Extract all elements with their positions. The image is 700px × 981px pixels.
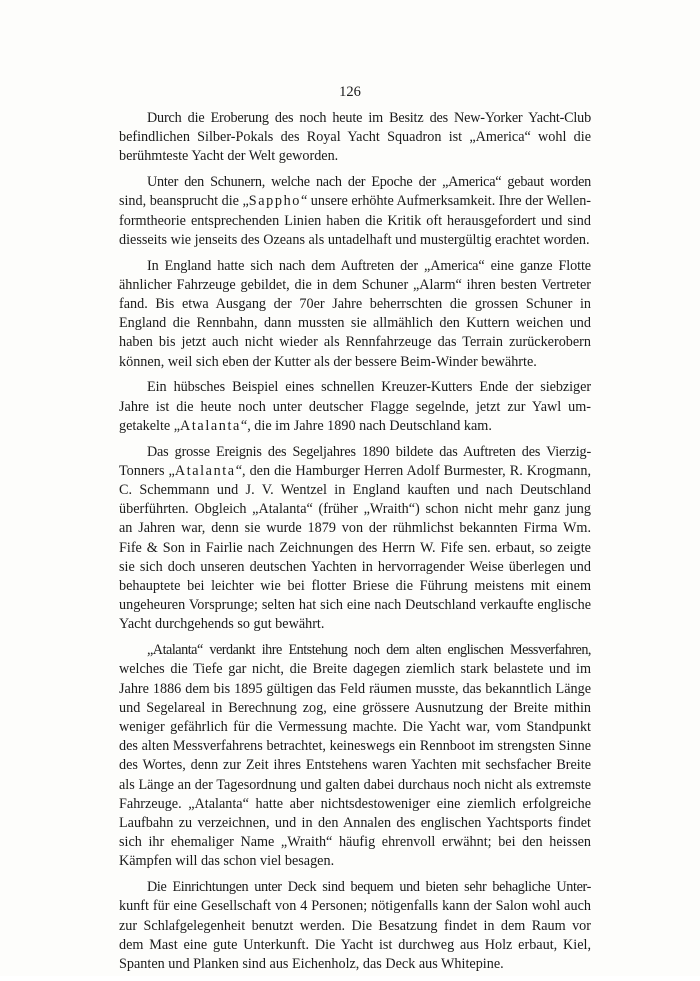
text-line: Jahre ist die heute noch unter deutscher Flagge segelnde, jetzt zur Yawl um- bbox=[119, 398, 591, 415]
text-line: Kämpfen will das schon viel besagen. bbox=[119, 853, 335, 870]
paragraph bbox=[119, 378, 591, 436]
paragraph bbox=[119, 443, 591, 635]
text-line: dem Mast eine gute Unterkunft. Die Yacht ist durchweg aus Holz erbaut, Kiel, bbox=[119, 936, 591, 953]
text-line: des Wortes, denn zur Zeit ihres Entstehens waren Yachten mit sechsfacher Breite bbox=[119, 757, 591, 774]
text-line: ungeheuren Vorsprunge; selten hat sich eine nach Deutschland verkaufte englische bbox=[119, 597, 591, 614]
text-line: weniger gefährlich für die Vermessung machte. Die Yacht war, vom Standpunkt bbox=[119, 719, 591, 736]
text-line: England die Rennbahn, dann mussten sie allmählich den Kuttern weichen und bbox=[119, 315, 591, 332]
text-line: als Länge an der Tagesordnung und galten dabei durchaus noch nicht als extremste bbox=[119, 776, 591, 793]
text-line: C. Schemmann und J. V. Wentzel in England kauften und nach Deutschland bbox=[119, 482, 591, 499]
text-line: Das grosse Ereignis des Segeljahres 1890 bildete das Auftreten des Vierzig- bbox=[147, 443, 591, 460]
text-line: Spanten und Planken sind aus Eichenholz, das Deck aus Whitepine. bbox=[119, 956, 504, 973]
text-line: Tonners „Atalanta“, den die Hamburger Herren Adolf Burmester, R. Krogmann, bbox=[119, 462, 592, 479]
paragraph bbox=[119, 173, 591, 250]
text-line: sie sich doch unseren deutschen Yachten in hervorragender Weise überlegen und bbox=[119, 558, 591, 575]
paragraph bbox=[119, 641, 591, 871]
text-line: formtheorie entsprechenden Linien haben die Kritik oft herausgefordert und sind bbox=[119, 212, 591, 229]
text-line: sich ihr ehemaliger Name „Wraith“ häufig ehrenvoll erwähnt; bei den heissen bbox=[119, 834, 591, 851]
text-line: zur Schlafgelegenheit benutzt werden. Die Besatzung findet in dem Raum vor bbox=[119, 917, 591, 934]
text-line: an Jahren war, denn sie wurde 1879 von der rühmlichst bekannten Firma Wm. bbox=[119, 520, 591, 537]
text-line: diesseits wie jenseits des Ozeans als untadelhaft und mustergültig erachtet worden. bbox=[119, 231, 590, 248]
text-line: Jahre 1886 dem bis 1895 gültigen das Feld räumen musste, das bekanntlich Länge bbox=[119, 680, 591, 697]
text-line: Durch die Eroberung des noch heute im Besitz des New-Yorker Yacht-Club bbox=[147, 110, 591, 126]
text-line: überführten. Obgleich „Atalanta“ (früher „Wraith“) schon nicht mehr ganz jung bbox=[119, 501, 591, 518]
text-line: Laufbahn zu verzeichnen, und in den Annalen des englischen Yachtsports findet bbox=[119, 815, 591, 832]
page-number: 126 bbox=[339, 84, 361, 100]
text-line: ähnlicher Fahrzeuge gebildet, die in dem Schuner „Alarm“ ihren besten Vertreter bbox=[119, 276, 591, 293]
paragraph bbox=[119, 257, 591, 372]
text-line: Ein hübsches Beispiel eines schnellen Kreuzer-Kutters Ende der siebziger bbox=[147, 379, 591, 396]
text-line: Fahrzeuge. „Atalanta“ hatte aber nichtsdestoweniger eine ziemlich erfolgreiche bbox=[119, 795, 591, 812]
text-line: berühmteste Yacht der Welt geworden. bbox=[119, 148, 339, 165]
text-line: „Atalanta“ verdankt ihre Entstehung noch dem alten englischen Messverfahren, bbox=[147, 642, 591, 659]
text-line: In England hatte sich nach dem Auftreten der „America“ eine ganze Flotte bbox=[147, 257, 591, 274]
text-line: des alten Messverfahrens betrachtet, keineswegs ein Rennboot im strengsten Sinne bbox=[119, 738, 591, 755]
text-line: sind, beansprucht die „Sappho“ unsere erhöhte Aufmerksamkeit. Ihre der Wellen- bbox=[119, 193, 591, 210]
text-line: befindlichen Silber-Pokals des Royal Yacht Squadron ist „America“ wohl die bbox=[119, 129, 591, 146]
text-line: getakelte „Atalanta“, die im Jahre 1890 nach Deutschland kam. bbox=[119, 417, 492, 434]
text-line: haben bis jetzt auch nicht wieder als Rennfahrzeuge das Terrain zurückerobern bbox=[119, 334, 591, 351]
text-line: fand. Bis etwa Ausgang der 70er Jahre beherrschten die grossen Schuner in bbox=[119, 296, 591, 313]
text-line: und Segelareal in Berechnung zog, eine grössere Ausnutzung der Breite mithin bbox=[119, 699, 591, 716]
text-line: welches die Tiefe gar nicht, die Breite dagegen ziemlich stark belastete und im bbox=[119, 661, 591, 678]
body-text bbox=[119, 109, 591, 981]
paragraph bbox=[119, 109, 591, 167]
text-line: Unter den Schunern, welche nach der Epoche der „America“ gebaut worden bbox=[147, 174, 591, 191]
text-line: Yacht durchgehends so gut bewährt. bbox=[119, 616, 325, 633]
paragraph bbox=[119, 878, 591, 974]
text-line: behauptete bei leichter wie bei flotter Briese die Führung meistens mit einem bbox=[119, 578, 591, 595]
text-line: kunft für eine Gesellschaft von 4 Personen; nötigenfalls kann der Salon wohl auch bbox=[119, 898, 591, 915]
text-line: Fife & Son in Fairlie nach Zeichnungen des Herrn W. Fife sen. erbaut, so zeigte bbox=[119, 539, 591, 556]
text-line: Die Einrichtungen unter Deck sind bequem und bieten sehr behagliche Unter- bbox=[147, 879, 591, 896]
text-line: können, weil sich eben der Kutter als der bessere Beim-Winder bewährte. bbox=[119, 353, 537, 370]
